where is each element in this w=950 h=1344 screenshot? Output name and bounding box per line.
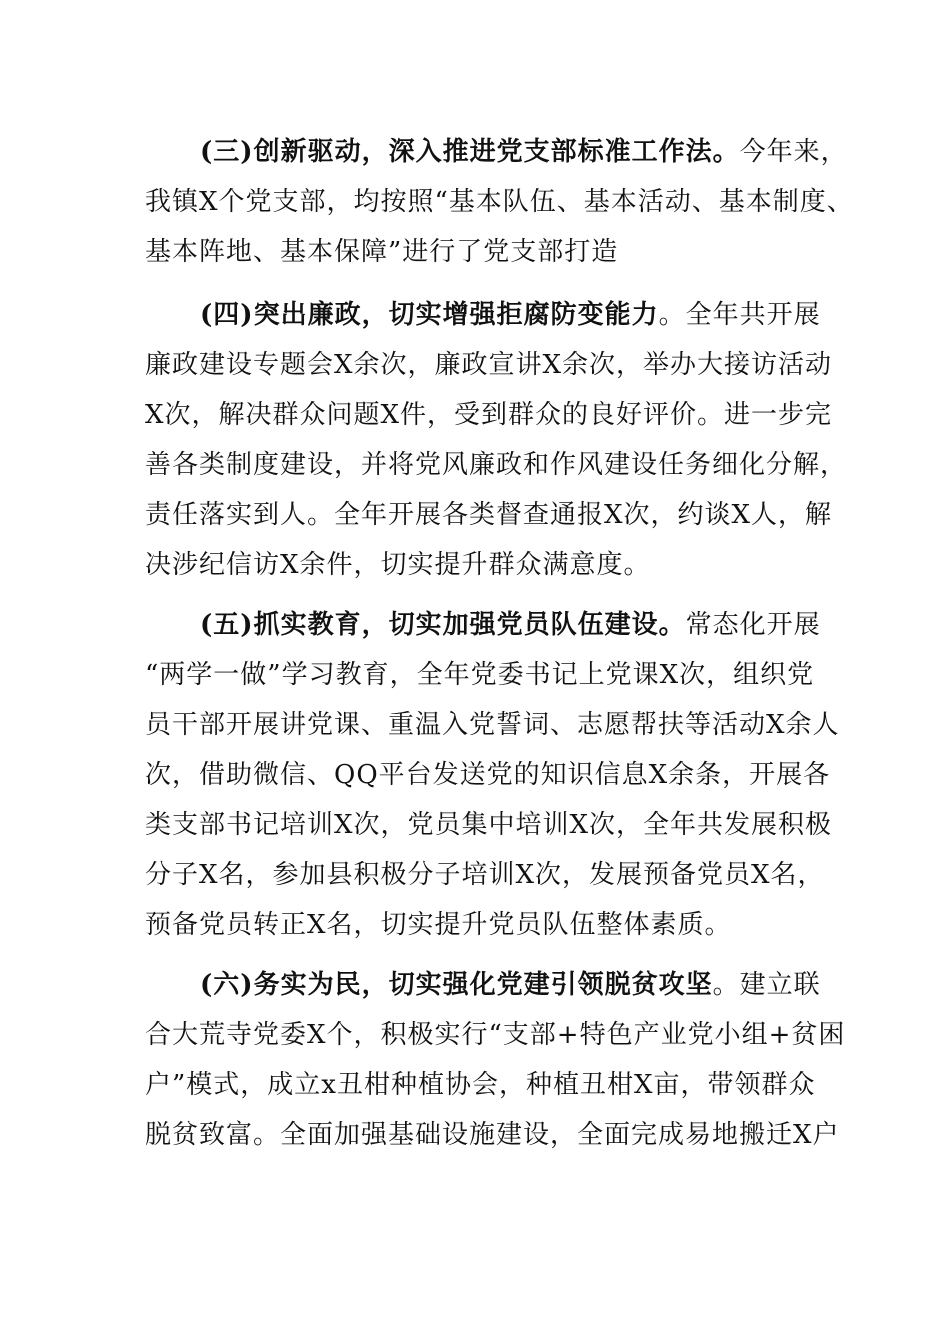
- text-line: [145, 443, 847, 487]
- text-line: [145, 653, 814, 697]
- text-line: [145, 853, 825, 897]
- text-line: [145, 703, 840, 747]
- line-text: 合大荒寺党委X个，积极实行“支部+特色产业党小组+贫困: [145, 1020, 846, 1050]
- section-heading: (六)务实为民，切实强化党建引领脱贫攻坚: [200, 970, 713, 1000]
- text-line: [145, 803, 832, 847]
- line-text: 决涉纪信访X余件，切实提升群众满意度。: [145, 550, 651, 580]
- line-text: 次，借助微信、QQ平台发送党的知识信息X余条，开展各: [145, 760, 831, 790]
- section-heading: (三)创新驱动，深入推进党支部标准工作法。: [200, 137, 740, 167]
- text-line: [145, 343, 832, 387]
- text-line: [145, 753, 830, 797]
- section-heading: (五)抓实教育，切实加强党员队伍建设。: [200, 610, 686, 640]
- line-text: “两学一做”学习教育，全年党委书记上党课X次，组织党: [145, 660, 815, 690]
- line-text: 责任落实到人。全年开展各类督查通报X次，约谈X人，解: [145, 500, 833, 530]
- line-text: 今年来，: [739, 137, 848, 167]
- line-text: 员干部开展讲党课、重温入党誓词、志愿帮扶等活动X余人: [145, 710, 840, 740]
- text-line: [145, 1013, 845, 1057]
- text-line: [145, 543, 651, 587]
- line-text: 廉政建设专题会X余次，廉政宣讲X余次，举办大接访活动: [145, 350, 833, 380]
- line-text: 。全年共开展: [658, 300, 821, 330]
- text-line: [145, 493, 832, 537]
- text-line: [200, 130, 848, 174]
- line-text: 分子X名，参加县积极分子培训X次，发展预备党员X名，: [145, 860, 825, 890]
- text-line: [145, 1113, 840, 1157]
- section-heading: (四)突出廉政，切实增强拒腐防变能力: [200, 300, 659, 330]
- line-text: 脱贫致富。全面加强基础设施建设，全面完成易地搬迁X户: [145, 1120, 840, 1150]
- text-line: [145, 180, 854, 224]
- text-line: [145, 1063, 815, 1107]
- text-line: [145, 393, 832, 437]
- line-text: 户”模式，成立x丑柑种植协会，种植丑柑X亩，带领群众: [145, 1070, 816, 1100]
- line-text: 基本阵地、基本保障”进行了党支部打造: [145, 237, 619, 267]
- line-text: 善各类制度建设，并将党风廉政和作风建设任务细化分解，: [145, 450, 848, 480]
- line-text: 类支部书记培训X次，党员集中培训X次，全年共发展积极: [145, 810, 833, 840]
- line-text: 预备党员转正X名，切实提升党员队伍整体素质。: [145, 910, 732, 940]
- text-line: [200, 603, 821, 647]
- text-line: [145, 903, 732, 947]
- line-text: 我镇X个党支部，均按照“基本队伍、基本活动、基本制度、: [145, 187, 854, 217]
- text-line: [145, 230, 618, 274]
- line-text: 。建立联: [712, 970, 821, 1000]
- line-text: X次，解决群众问题X件，受到群众的良好评价。进一步完: [145, 400, 833, 430]
- text-line: [200, 963, 821, 1007]
- text-line: [200, 293, 821, 337]
- line-text: 常态化开展: [685, 610, 821, 640]
